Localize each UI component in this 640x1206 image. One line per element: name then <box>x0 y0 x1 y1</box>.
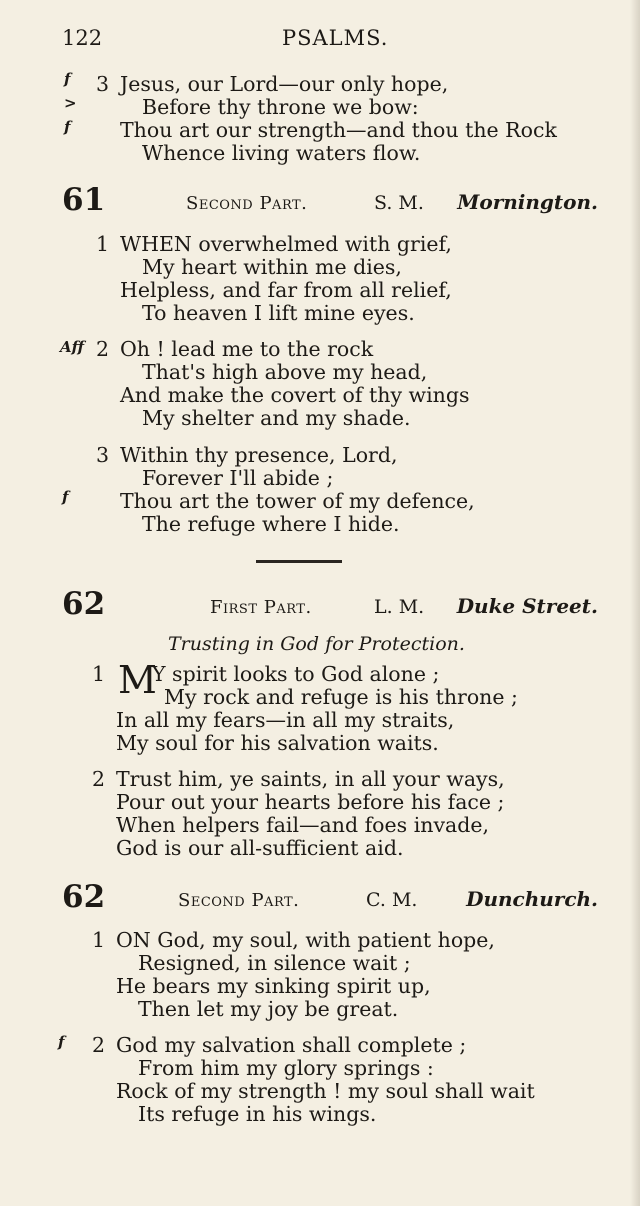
dynamic-mark: Aff <box>60 338 85 356</box>
verse-line: Y spirit looks to God alone ; <box>152 662 440 686</box>
hymn-heading <box>62 582 598 622</box>
verse-line: Within thy presence, Lord, <box>120 443 398 467</box>
verse-number: 1 <box>96 232 110 256</box>
dynamic-mark: f <box>62 488 69 506</box>
verse-line: Rock of my strength ! my soul shall wait <box>116 1079 535 1103</box>
dynamic-mark: > <box>64 94 77 112</box>
running-title: PSALMS. <box>282 26 389 50</box>
verse-line: That's high above my head, <box>142 360 428 384</box>
meter-label: S. M. <box>374 192 424 214</box>
verse-line: Oh ! lead me to the rock <box>120 337 374 361</box>
part-label: Second Part. <box>186 193 308 214</box>
verse-line: Forever I'll abide ; <box>142 466 334 490</box>
verse-line: Thou art the tower of my defence, <box>120 489 475 513</box>
verse-line: God my salvation shall complete ; <box>116 1033 467 1057</box>
verse-line: In all my fears—in all my straits, <box>116 708 455 732</box>
page-edge-shadow <box>630 0 640 1206</box>
verse-line: Pour out your hearts before his face ; <box>116 790 505 814</box>
verse-line: The refuge where I hide. <box>142 512 400 536</box>
verse-line: My shelter and my shade. <box>142 406 411 430</box>
part-label: First Part. <box>210 597 312 618</box>
meter-label: C. M. <box>366 889 418 911</box>
verse-number: 3 <box>96 443 110 467</box>
verse-line: Before thy throne we bow: <box>142 95 419 119</box>
dynamic-mark: f <box>64 70 71 88</box>
hymn-subtitle: Trusting in God for Protection. <box>168 633 465 655</box>
verse-line: God is our all-sufficient aid. <box>116 836 404 860</box>
hymn-heading <box>62 875 598 915</box>
verse-line: Helpless, and far from all relief, <box>120 278 452 302</box>
verse-line: To heaven I lift mine eyes. <box>142 301 415 325</box>
verse-line: Then let my joy be great. <box>138 997 399 1021</box>
meter-label: L. M. <box>374 596 425 618</box>
verse-line: He bears my sinking spirit up, <box>116 974 431 998</box>
verse-number: 2 <box>92 1033 106 1057</box>
hymn-heading <box>62 178 598 218</box>
verse-line: From him my glory springs : <box>138 1056 434 1080</box>
verse-line: My rock and refuge is his throne ; <box>164 685 518 709</box>
dynamic-mark: f <box>58 1033 65 1051</box>
verse-number: 2 <box>92 767 106 791</box>
verse-number: 1 <box>92 928 106 952</box>
verse-line: When helpers fail—and foes invade, <box>116 813 490 837</box>
verse-line: Its refuge in his wings. <box>138 1102 377 1126</box>
page-number: 122 <box>62 26 103 50</box>
section-divider <box>256 560 342 563</box>
drop-cap: M <box>118 658 157 702</box>
verse-line: And make the covert of thy wings <box>120 383 470 407</box>
running-header <box>62 22 600 56</box>
dynamic-mark: f <box>64 118 71 136</box>
hymn-number: 61 <box>62 182 106 218</box>
hymn-number: 62 <box>62 879 106 915</box>
tune-name: Dunchurch. <box>466 887 598 911</box>
tune-name: Mornington. <box>457 190 598 214</box>
verse-line: Thou art our strength—and thou the Rock <box>120 118 557 142</box>
verse-line: Jesus, our Lord—our only hope, <box>120 72 449 96</box>
verse-line: Resigned, in silence wait ; <box>138 951 411 975</box>
hymn-number: 62 <box>62 586 106 622</box>
verse-line: WHEN overwhelmed with grief, <box>120 232 452 256</box>
verse-line: Trust him, ye saints, in all your ways, <box>116 767 505 791</box>
verse-line: My heart within me dies, <box>142 255 402 279</box>
verse-line: My soul for his salvation waits. <box>116 731 439 755</box>
verse-line: Whence living waters flow. <box>142 141 421 165</box>
verse-line: ON God, my soul, with patient hope, <box>116 928 495 952</box>
tune-name: Duke Street. <box>456 594 598 618</box>
verse-number: 2 <box>96 337 110 361</box>
verse-number: 3 <box>96 72 110 96</box>
verse-number: 1 <box>92 662 106 686</box>
part-label: Second Part. <box>178 890 300 911</box>
